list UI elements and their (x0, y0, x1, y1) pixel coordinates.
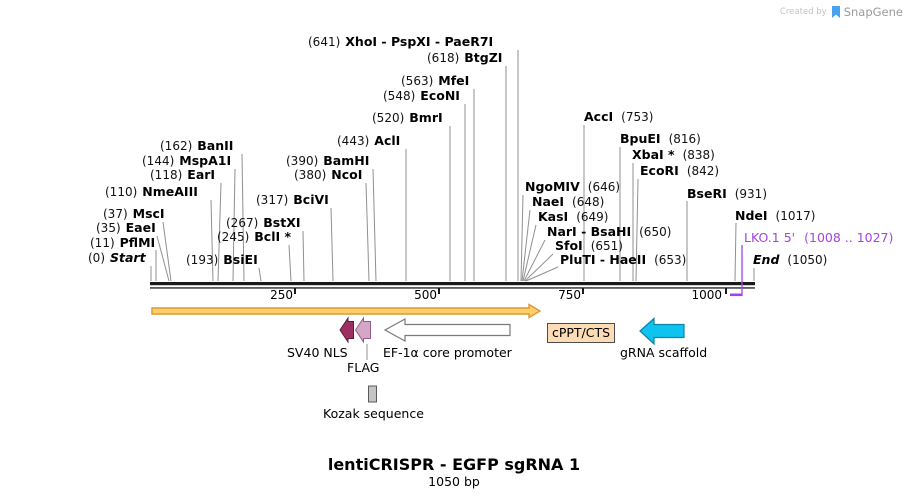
site-label-kasi[interactable] (538, 210, 609, 224)
site-pos: (563) (401, 74, 434, 88)
ruler-tick (725, 288, 727, 294)
ruler-tick-label-1000: 1000 (691, 288, 722, 302)
site-name: BmrI (409, 110, 443, 125)
site-connector-line (289, 245, 291, 281)
site-name: BamHI (323, 153, 370, 168)
site-name: BclI * (254, 229, 292, 244)
site-pos: (648) (572, 195, 605, 209)
site-name: NcoI (331, 167, 363, 182)
site-label-mfei[interactable] (401, 74, 469, 88)
site-pos: (37) (103, 207, 128, 221)
map-start-label (88, 251, 146, 265)
site-name: NmeAIII (142, 184, 198, 199)
site-connector-line (735, 223, 736, 281)
site-label-nari-bsahi[interactable] (547, 225, 671, 239)
site-label-acli[interactable] (337, 134, 400, 148)
primer-name: LKO.1 5' (744, 230, 796, 245)
site-name: BstXI (263, 215, 301, 230)
site-pos: (842) (686, 164, 720, 178)
site-connector-line (366, 183, 369, 281)
site-name: MscI (132, 206, 165, 221)
site-name: PflMI (119, 235, 156, 250)
site-label-eaei[interactable] (96, 221, 156, 235)
site-pos: (649) (576, 210, 609, 224)
site-label-nmeaiii[interactable] (105, 185, 198, 199)
ruler-tick-label-250: 250 (270, 288, 293, 302)
site-pos: (753) (621, 110, 654, 124)
site-pos: (245) (217, 230, 250, 244)
site-label-bamhi[interactable] (286, 154, 369, 168)
site-pos: (816) (668, 132, 701, 146)
site-name: PluTI - HaeII (560, 252, 647, 267)
site-pos: (35) (96, 221, 121, 235)
site-pos: (1050) (787, 253, 828, 267)
site-label-xbai[interactable] (632, 148, 715, 162)
site-label-pluti-haeii[interactable] (560, 253, 686, 267)
ruler-tick (294, 288, 296, 294)
plasmid-backbone-line (150, 282, 755, 285)
site-pos: (11) (90, 236, 115, 250)
site-pos: (931) (734, 187, 768, 201)
site-name: BanII (197, 138, 234, 153)
site-name: EaeI (125, 220, 156, 235)
site-pos: (646) (587, 180, 621, 194)
map-end-label (753, 253, 827, 267)
site-name: XbaI * (632, 147, 675, 162)
site-name: KasI (538, 209, 569, 224)
site-name: EarI (187, 167, 216, 182)
site-connector-line (521, 195, 523, 281)
site-connector-line (303, 231, 304, 281)
site-name: XhoI - PspXI - PaeR7I (345, 34, 494, 49)
site-label-xhoi-pspxi-paer7i[interactable] (308, 35, 493, 49)
site-pos: (641) (308, 35, 341, 49)
ef1a-core-promoter-label[interactable]: EF-1α core promoter (383, 345, 512, 360)
site-name: BseRI (687, 186, 727, 201)
site-name: AccI (584, 109, 614, 124)
grna-scaffold-arrow[interactable] (640, 319, 684, 345)
created-by-text: Created by (779, 7, 827, 17)
site-label-ncoi[interactable] (294, 168, 362, 182)
site-pos: (317) (256, 193, 289, 207)
site-name: Start (110, 250, 146, 265)
site-connector-line (211, 200, 213, 281)
site-name: SfoI (555, 238, 583, 253)
site-label-bseri[interactable] (687, 187, 767, 201)
primer-range: (1008 .. 1027) (804, 230, 894, 245)
site-pos: (162) (160, 139, 193, 153)
site-label-naei[interactable] (532, 195, 604, 209)
site-pos: (838) (682, 148, 715, 162)
site-label-mspa1i[interactable] (142, 154, 231, 168)
primer-marker[interactable] (730, 294, 742, 297)
site-pos: (390) (286, 154, 319, 168)
kozak-sequence-box[interactable] (369, 386, 377, 402)
site-label-banii[interactable] (160, 139, 233, 153)
ruler-tick-label-500: 500 (414, 288, 437, 302)
site-name: MfeI (438, 73, 470, 88)
site-name: BpuEI (620, 131, 661, 146)
site-pos: (0) (88, 251, 105, 265)
ef1a-core-promoter-arrow[interactable] (385, 319, 510, 341)
site-connector-line (524, 240, 545, 281)
site-pos: (193) (186, 253, 219, 267)
site-name: NarI - BsaHI (547, 224, 632, 239)
site-label-econi[interactable] (383, 89, 460, 103)
plasmid-backbone-line-lower (150, 287, 755, 288)
ruler-tick (582, 288, 584, 294)
site-pos: (1017) (775, 209, 816, 223)
site-label-bcivi[interactable] (256, 193, 329, 207)
site-connector-line (259, 268, 261, 281)
sv40-nls-arrow[interactable] (340, 318, 354, 342)
site-label-sfoi[interactable] (555, 239, 623, 253)
site-name: BsiEI (223, 252, 258, 267)
ruler-tick (438, 288, 440, 294)
site-label-ndei[interactable] (735, 209, 815, 223)
site-pos: (520) (372, 111, 405, 125)
site-name: NgoMIV (525, 179, 580, 194)
ruler-tick-label-750: 750 (558, 288, 581, 302)
site-label-ecori[interactable] (640, 164, 719, 178)
site-label-bsiei[interactable] (186, 253, 258, 267)
site-name: NaeI (532, 194, 565, 209)
site-label-acci[interactable] (584, 110, 653, 124)
construct-span-arrow[interactable] (152, 305, 540, 318)
site-name: MspA1I (179, 153, 232, 168)
site-label-bmri[interactable] (372, 111, 443, 125)
plasmid-length: 1050 bp (428, 474, 480, 489)
site-pos: (267) (226, 216, 259, 230)
site-name: End (753, 252, 780, 267)
flag-label[interactable]: FLAG (347, 360, 380, 375)
site-name: NdeI (735, 208, 768, 223)
site-connector-line (373, 169, 376, 281)
site-label-btgzi[interactable] (427, 51, 502, 65)
map-title-block (0, 456, 908, 489)
sv40-nls-label[interactable]: SV40 NLS (287, 345, 348, 360)
site-label-ngomiv[interactable] (525, 180, 620, 194)
site-name: BtgZI (464, 50, 503, 65)
site-name: EcoRI (640, 163, 679, 178)
cppt-cts-box[interactable]: cPPT/CTS (547, 323, 615, 343)
site-label-msci[interactable] (103, 207, 165, 221)
site-pos: (144) (142, 154, 175, 168)
site-connector-line (525, 254, 553, 281)
primer-label-lko1-5prime[interactable] (744, 231, 893, 244)
site-pos: (650) (639, 225, 672, 239)
site-label-bstxi[interactable] (226, 216, 301, 230)
site-pos: (380) (294, 168, 327, 182)
site-name: EcoNI (420, 88, 460, 103)
plasmid-title: lentiCRISPR - EGFP sgRNA 1 (327, 455, 581, 474)
site-connector-line (522, 210, 530, 281)
snapgene-watermark (780, 5, 903, 19)
site-pos: (651) (590, 239, 623, 253)
site-name: BciVI (293, 192, 329, 207)
kozak-sequence-label[interactable]: Kozak sequence (323, 406, 424, 421)
site-pos: (110) (105, 185, 138, 199)
site-pos: (653) (654, 253, 687, 267)
site-pos: (548) (383, 89, 416, 103)
site-label-eari[interactable] (150, 168, 215, 182)
flag-arrow[interactable] (356, 318, 371, 342)
site-pos: (618) (427, 51, 460, 65)
snapgene-flag-icon (831, 5, 841, 19)
site-pos: (118) (150, 168, 183, 182)
site-label-pflmi[interactable] (90, 236, 155, 250)
site-pos: (443) (337, 134, 370, 148)
site-label-bpuei[interactable] (620, 132, 701, 146)
grna-scaffold-label[interactable]: gRNA scaffold (620, 345, 708, 360)
snapgene-brand-text: SnapGene (843, 5, 903, 19)
site-name: AclI (374, 133, 401, 148)
site-connector-line (157, 236, 169, 281)
site-connector-line (331, 208, 333, 281)
site-label-bcli[interactable] (217, 230, 291, 244)
site-connector-line (526, 267, 558, 281)
